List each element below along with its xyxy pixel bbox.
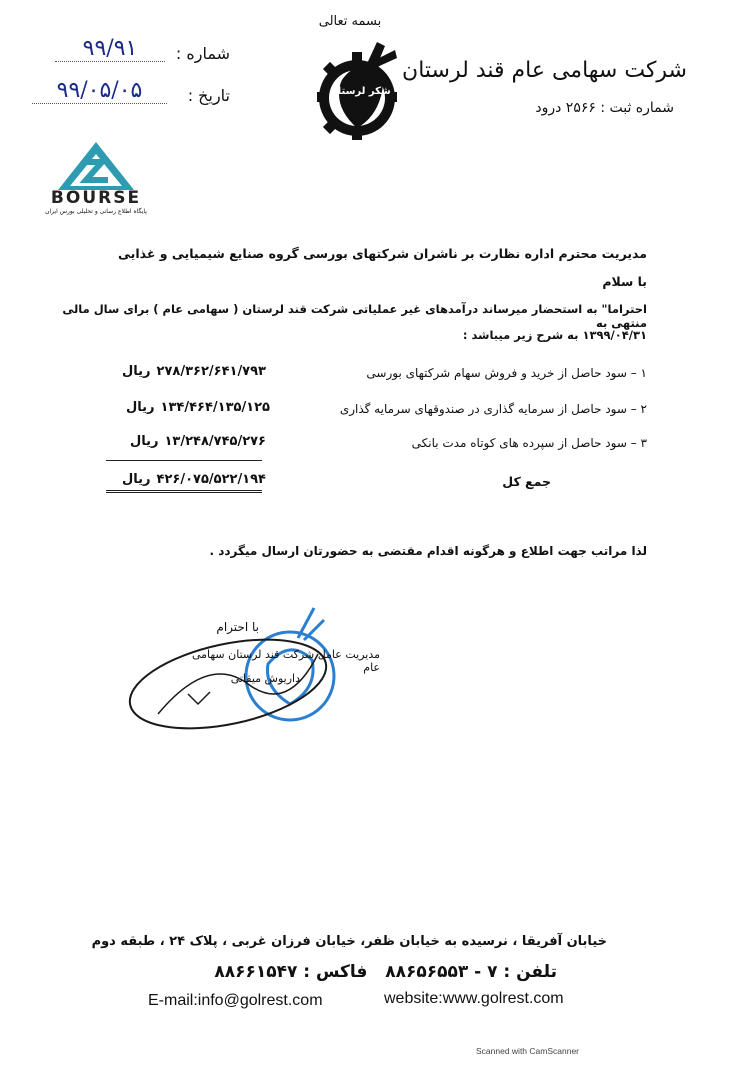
item-1-value: ۲۷۸/۳۶۲/۶۴۱/۷۹۳	[156, 364, 266, 379]
total-currency: ریال	[122, 472, 151, 487]
item-3-currency: ریال	[129, 434, 159, 449]
gear-heart-logo-icon	[305, 32, 415, 142]
item-2-label: ۲ – سود حاصل از سرمایه گذاری در صندوقهای سرمایه گذاری	[339, 402, 647, 416]
total-underline	[106, 490, 262, 493]
company-name: شرکت سهامی عام قند لرستان	[402, 58, 687, 83]
bourse-caption: پایگاه اطلاع رسانی و تحلیلی بورس ایران	[45, 208, 147, 215]
scanner-watermark: Scanned with CamScanner	[476, 1046, 580, 1056]
footer-phone: تلفن : ۷ - ۸۸۶۵۶۵۵۳ فاکس : ۸۸۶۶۱۵۴۷	[214, 962, 557, 982]
bourse-logo-icon	[36, 140, 156, 192]
item-1-label: ۱ – سود حاصل از خرید و فروش سهام شرکتهای بورسی	[366, 366, 647, 380]
signature-title: مدیریت عامل شرکت قند لرستان سهامی عام	[191, 648, 380, 674]
basmala: بسمه تعالی	[318, 14, 382, 29]
total-value: ۴۲۶/۰۷۵/۵۲۲/۱۹۴	[156, 472, 266, 487]
item-1-amount	[106, 364, 266, 379]
intro-line-2: ۱۳۹۹/۰۴/۳۱ به شرح زیر میباشد :	[462, 328, 647, 342]
registration-number: شماره ثبت : ۲۵۶۶ درود	[535, 100, 674, 116]
item-3-amount	[106, 434, 266, 449]
item-2-value: ۱۳۴/۴۶۴/۱۳۵/۱۲۵	[160, 400, 270, 415]
number-value: ۹۹/۹۱	[55, 36, 165, 62]
date-value: ۹۹/۰۵/۰۵	[32, 78, 167, 104]
total-amount	[106, 472, 266, 487]
footer-email: E-mail:info@golrest.com	[148, 992, 323, 1009]
recipient: مدیریت محترم اداره نظارت بر ناشران شرکتهای بورسی گروه صنایع شیمیایی و غذایی	[118, 246, 647, 261]
logo-text: شکر لرستان	[329, 86, 391, 97]
company-logo	[305, 32, 415, 142]
intro-line-1: احتراما" به استحضار میرساند درآمدهای غیر عملیاتی شرکت قند لرستان ( سهامی عام ) برای سال مالی منتهی به	[62, 302, 647, 330]
signature-regards: با احترام	[216, 620, 259, 634]
footer-address: خیابان آفریقا ، نرسیده به خیابان ظفر، خیابان فرزان غربی ، پلاک ۲۴ ، طبقه دوم	[91, 934, 607, 949]
bourse-logo-text: BOURSE	[50, 188, 142, 208]
closing-text: لذا مراتب جهت اطلاع و هرگونه اقدام مقتضی به حضورتان ارسال میگردد .	[209, 544, 647, 558]
total-divider	[106, 460, 262, 461]
date-label: تاریخ :	[187, 86, 230, 105]
bourse-logo	[36, 140, 156, 220]
number-label: شماره :	[175, 44, 230, 63]
signature-name: داریوش میقاتی	[230, 672, 300, 685]
total-label: جمع کل	[502, 474, 551, 489]
item-1-currency: ریال	[122, 364, 151, 379]
footer-website: website:www.golrest.com	[384, 990, 564, 1007]
item-2-amount	[100, 400, 270, 415]
item-3-label: ۳ – سود حاصل از سپرده های کوتاه مدت بانکی	[411, 436, 647, 450]
greeting: با سلام	[602, 274, 647, 289]
item-2-currency: ریال	[126, 400, 155, 415]
item-3-value: ۱۳/۲۴۸/۷۴۵/۲۷۶	[164, 434, 266, 449]
